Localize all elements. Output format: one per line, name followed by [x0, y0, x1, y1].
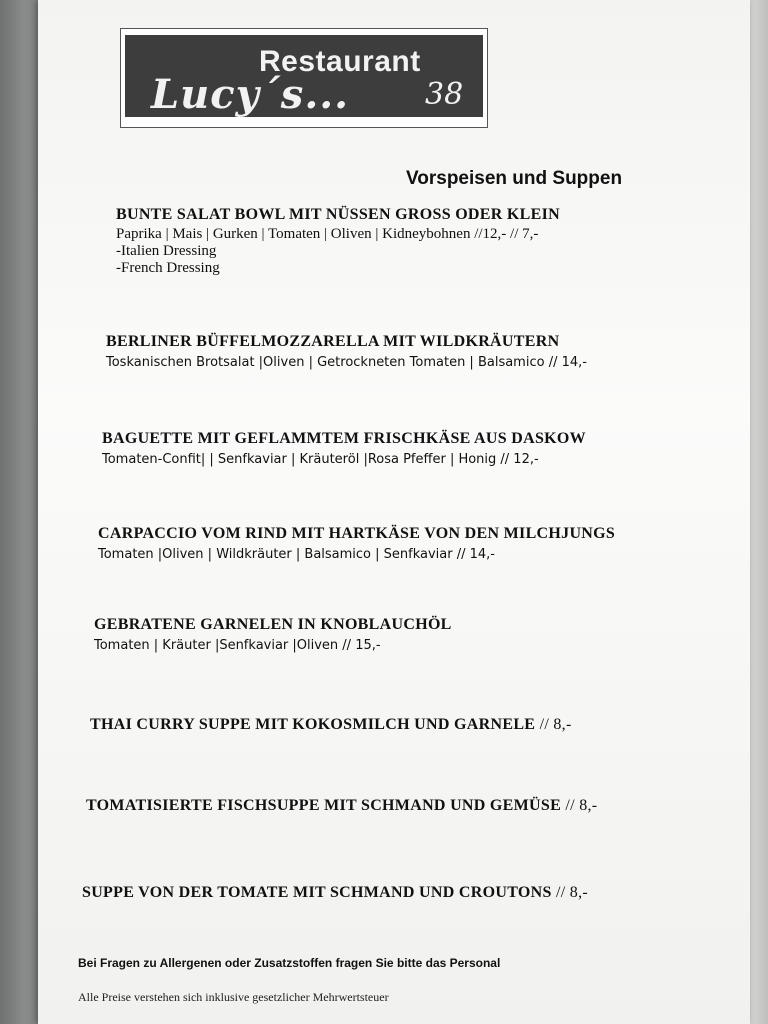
menu-item — [106, 333, 587, 370]
menu-item-option: -French Dressing — [116, 260, 220, 276]
menu-item — [98, 525, 615, 562]
menu-item-title: BERLINER BÜFFELMOZZARELLA MIT WILDKRÄUTERN — [106, 333, 560, 350]
menu-item-title: GEBRATENE GARNELEN IN KNOBLAUCHÖL — [94, 616, 452, 633]
logo-restaurant-name: Lucy´s... — [151, 71, 350, 118]
soup-item-price: // 8,- — [565, 797, 598, 814]
allergen-note: Bei Fragen zu Allergenen oder Zusatzstoffen fragen Sie bitte das Personal — [78, 956, 501, 970]
soup-item-title: TOMATISIERTE FISCHSUPPE MIT SCHMAND UND GEMÜSE — [86, 797, 562, 814]
menu-item — [116, 206, 560, 277]
price-note: Alle Preise verstehen sich inklusive gesetzlicher Mehrwertsteuer — [78, 990, 389, 1004]
soup-item-price: // 8,- — [556, 884, 589, 901]
soup-item — [82, 884, 588, 902]
menu-item-description: Toskanischen Brotsalat |Oliven | Getrockneten Tomaten | Balsamico // 14,- — [106, 355, 587, 370]
menu-item-title: BAGUETTE MIT GEFLAMMTEM FRISCHKÄSE AUS DASKOW — [102, 430, 586, 447]
menu-item-option: -Italien Dressing — [116, 243, 217, 259]
soup-item-title: SUPPE VON DER TOMATE MIT SCHMAND UND CROUTONS — [82, 884, 552, 901]
soup-item-title: THAI CURRY SUPPE MIT KOKOSMILCH UND GARNELE — [90, 716, 536, 733]
logo-number: 38 — [425, 77, 464, 112]
menu-item-title: CARPACCIO VOM RIND MIT HARTKÄSE VON DEN MILCHJUNGS — [98, 525, 616, 542]
menu-item-description: Tomaten |Oliven | Wildkräuter | Balsamico | Senfkaviar // 14,- — [98, 547, 495, 562]
menu-item-description: Tomaten-Confit| | Senfkaviar | Kräuteröl |Rosa Pfeffer | Honig // 12,- — [102, 452, 539, 467]
section-title: Vorspeisen und Suppen — [406, 168, 623, 189]
menu-item-description: Tomaten | Kräuter |Senfkaviar |Oliven // 15,- — [94, 638, 381, 653]
logo-restaurant-word: Restaurant — [259, 45, 421, 78]
menu-item — [102, 430, 586, 467]
soup-item — [86, 797, 597, 815]
soup-item-price: // 8,- — [539, 716, 572, 733]
menu-item-description: Paprika | Mais | Gurken | Tomaten | Oliven | Kidneybohnen //12,- // 7,- — [116, 226, 539, 242]
menu-page — [38, 0, 750, 1024]
restaurant-logo — [120, 28, 488, 128]
menu-item — [94, 616, 452, 653]
menu-item-title: BUNTE SALAT BOWL MIT NÜSSEN GROSS ODER KLEIN — [116, 206, 560, 223]
soup-item — [90, 716, 572, 734]
